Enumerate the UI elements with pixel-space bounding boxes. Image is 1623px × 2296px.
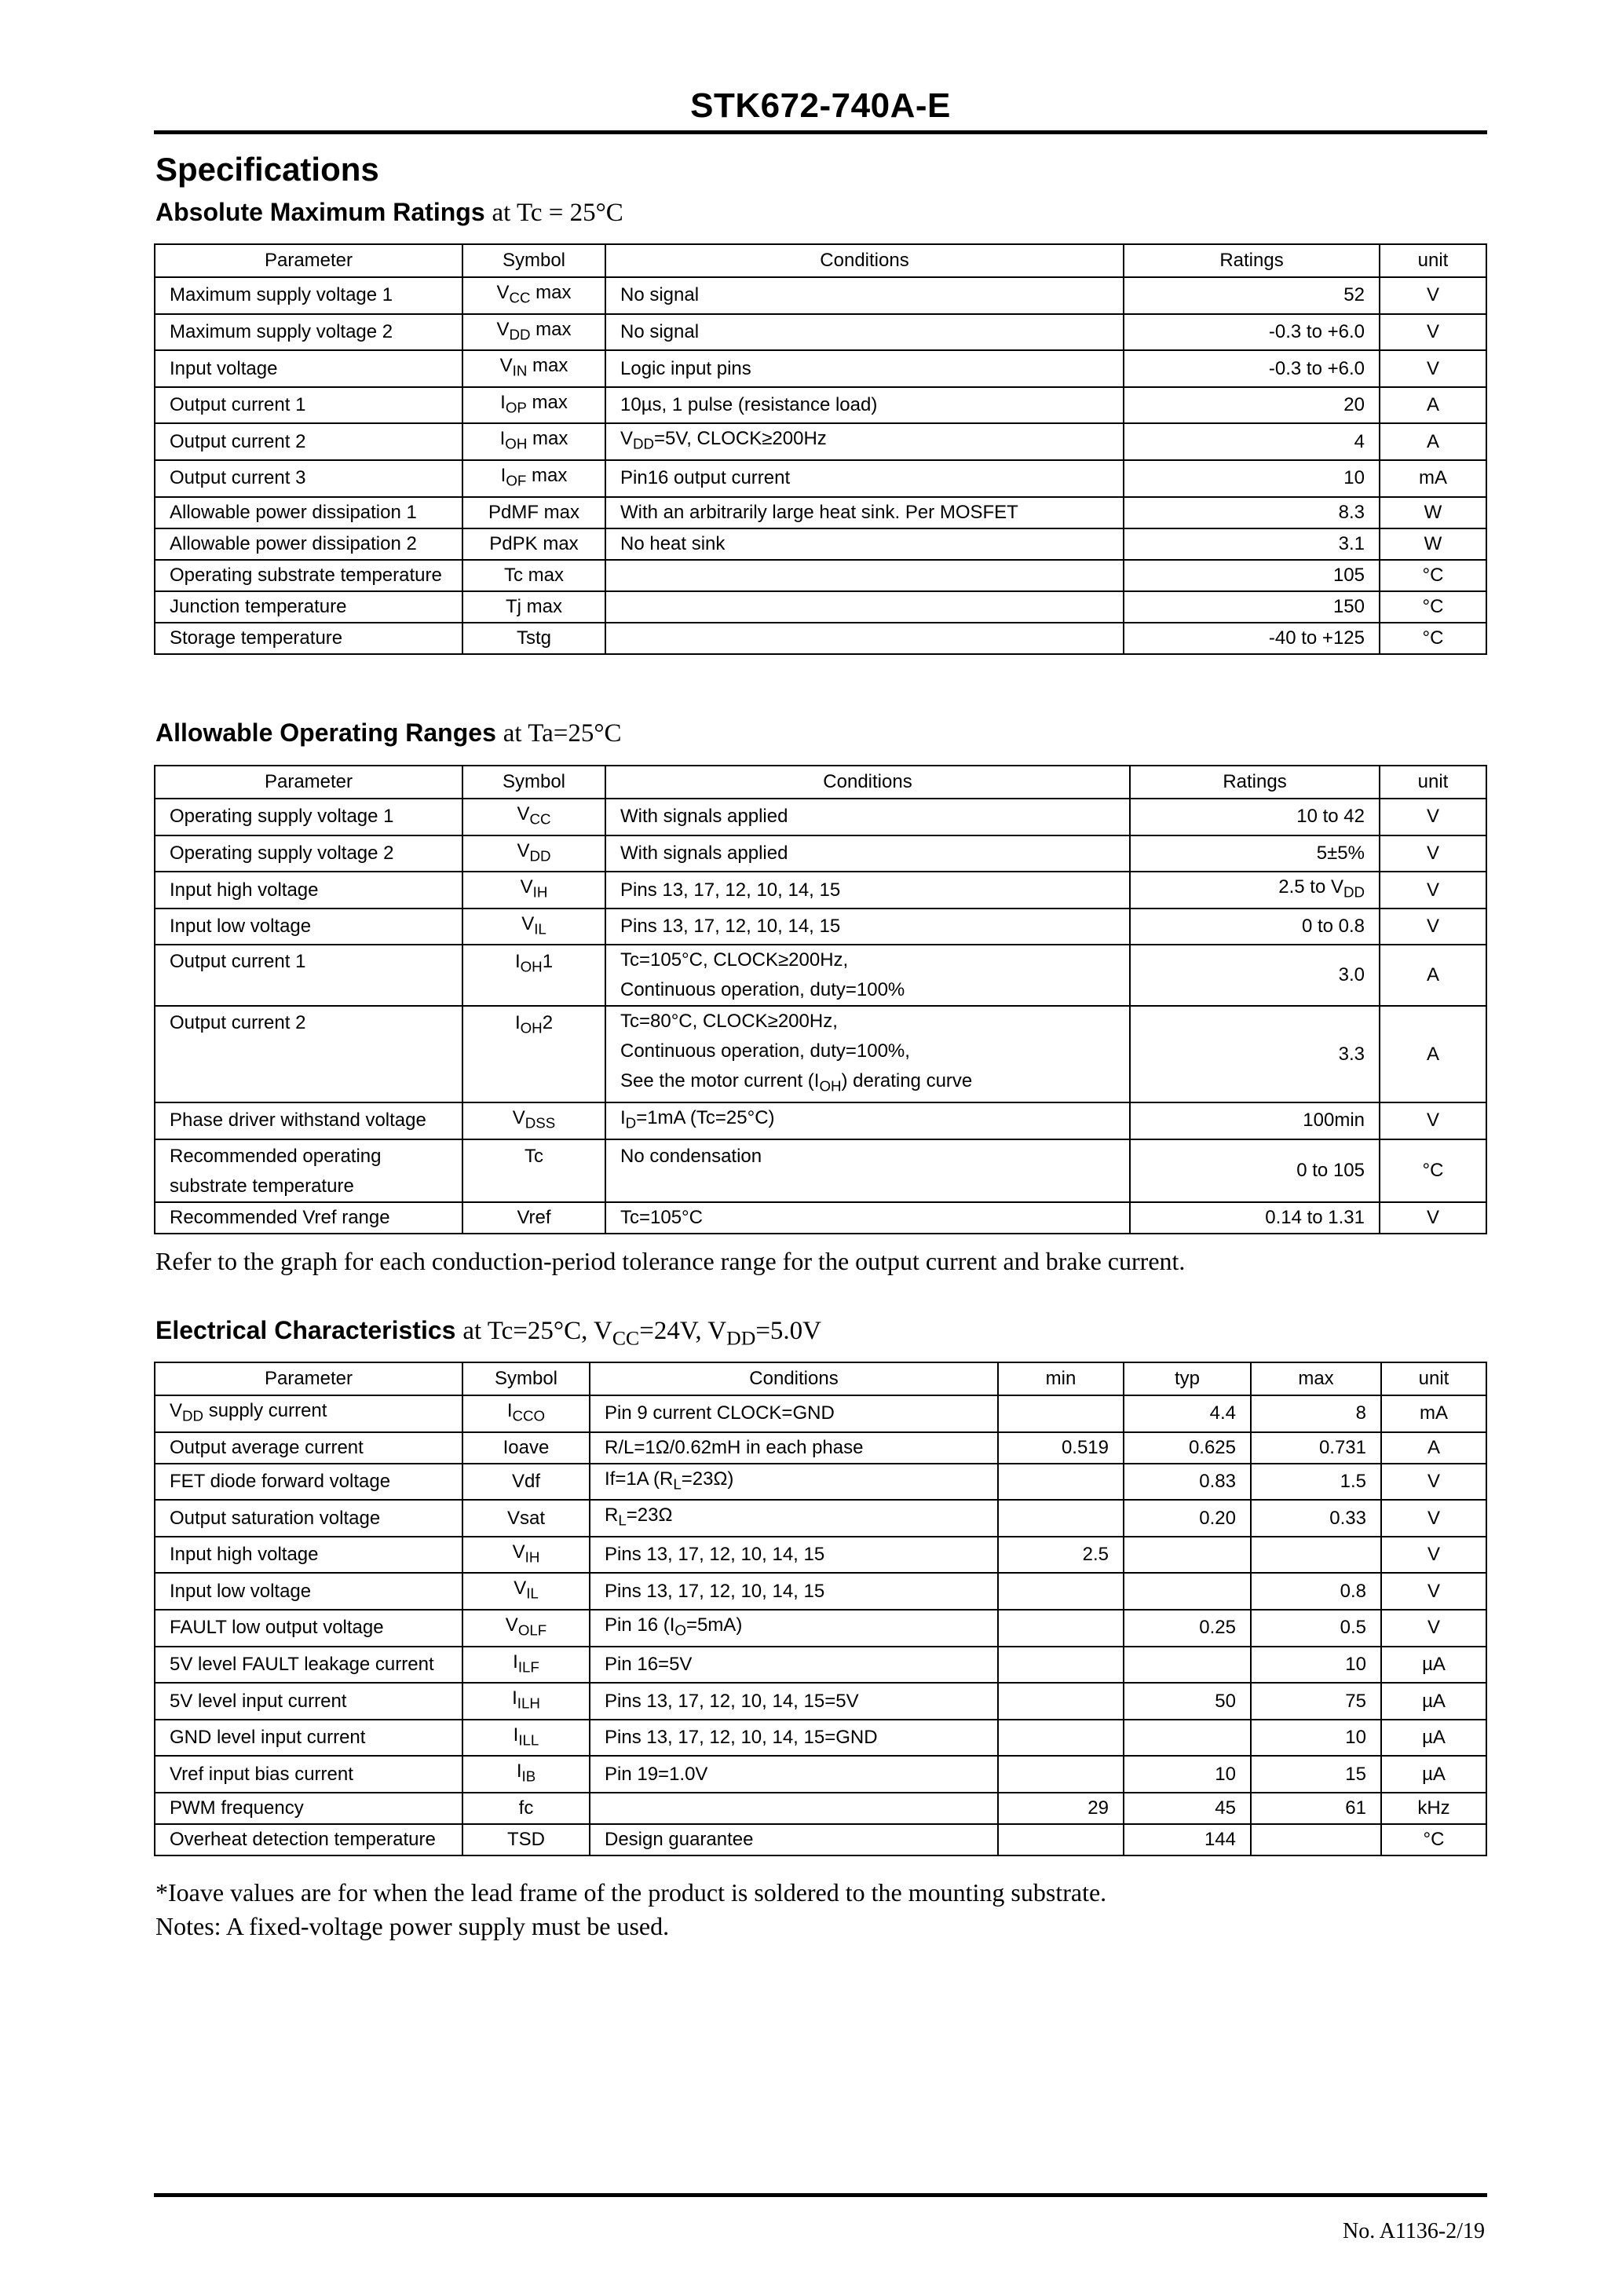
document-number: No. A1136-2/19 bbox=[1343, 2219, 1485, 2243]
ratings-cell: 4 bbox=[1124, 423, 1380, 460]
elec-note-2: Notes: A fixed-voltage power supply must be used. bbox=[155, 1912, 670, 1940]
symbol-cell: $I_{ILF}$ bbox=[462, 1647, 590, 1684]
typ-cell bbox=[1124, 1537, 1251, 1574]
symbol-cell: $I_{OF}$ max bbox=[462, 460, 605, 497]
conditions-cell bbox=[590, 1793, 998, 1824]
symbol-cell: $I_{OH}$ max bbox=[462, 423, 605, 460]
symbol-cell: $I_{IB}$ bbox=[462, 1756, 590, 1793]
parameter-cell: Output saturation voltage bbox=[155, 1500, 462, 1537]
parameter-cell: Input voltage bbox=[155, 350, 462, 387]
unit-cell: µA bbox=[1381, 1683, 1486, 1720]
conditions-cell: Tc=105°C, CLOCK≥200Hz, Continuous operation, duty=100% bbox=[605, 945, 1130, 1006]
conditions-cell: 10µs, 1 pulse (resistance load) bbox=[605, 387, 1124, 424]
typ-cell: 4.4 bbox=[1124, 1395, 1251, 1432]
table-row bbox=[155, 1610, 1486, 1647]
min-cell bbox=[998, 1395, 1124, 1432]
col-header: Ratings bbox=[1130, 766, 1380, 799]
ratings-cell: 3.0 bbox=[1130, 945, 1380, 1006]
parameter-cell: PWM frequency bbox=[155, 1793, 462, 1824]
ratings-cell: -0.3 to +6.0 bbox=[1124, 350, 1380, 387]
min-cell bbox=[998, 1824, 1124, 1855]
symbol-cell: $V_{IN}$ max bbox=[462, 350, 605, 387]
conditions-cell: Pins 13, 17, 12, 10, 14, 15=GND bbox=[590, 1720, 998, 1757]
ratings-cell: -40 to +125 bbox=[1124, 623, 1380, 654]
col-header: unit bbox=[1380, 244, 1486, 277]
max-cell: 75 bbox=[1251, 1683, 1381, 1720]
conditions-cell: Pin 16 $(I_O=5mA)$ bbox=[590, 1610, 998, 1647]
ratings-cell: 100min bbox=[1130, 1102, 1380, 1139]
min-cell bbox=[998, 1573, 1124, 1610]
ratings-cell: 0 to 0.8 bbox=[1130, 909, 1380, 945]
table-row bbox=[155, 1793, 1486, 1824]
parameter-cell: Output current 2 bbox=[155, 1006, 462, 1102]
col-header: Ratings bbox=[1124, 244, 1380, 277]
conditions-cell: Pins 13, 17, 12, 10, 14, 15 bbox=[605, 909, 1130, 945]
ratings-cell: -0.3 to +6.0 bbox=[1124, 314, 1380, 351]
symbol-cell: $I_{OH}1$ bbox=[462, 945, 605, 1006]
op-ranges-body bbox=[155, 799, 1486, 1234]
max-cell: 0.731 bbox=[1251, 1432, 1381, 1464]
conditions-cell: Pins 13, 17, 12, 10, 14, 15 bbox=[590, 1537, 998, 1574]
col-header: Conditions bbox=[590, 1362, 998, 1395]
symbol-cell: PdPK max bbox=[462, 528, 605, 560]
table-row bbox=[155, 277, 1486, 314]
symbol-cell: $V_{CC}$ max bbox=[462, 277, 605, 314]
ratings-cell: 3.1 bbox=[1124, 528, 1380, 560]
table-row bbox=[155, 799, 1486, 835]
conditions-cell: Tc=105°C bbox=[605, 1202, 1130, 1234]
unit-cell: W bbox=[1380, 528, 1486, 560]
parameter-cell: Output current 3 bbox=[155, 460, 462, 497]
table-row bbox=[155, 1683, 1486, 1720]
symbol-cell: $V_{DD}$ max bbox=[462, 314, 605, 351]
min-cell bbox=[998, 1647, 1124, 1684]
conditions-cell bbox=[605, 623, 1124, 654]
parameter-cell: Output current 1 bbox=[155, 945, 462, 1006]
symbol-cell: TSD bbox=[462, 1824, 590, 1855]
unit-cell: V bbox=[1381, 1573, 1486, 1610]
unit-cell: A bbox=[1380, 387, 1486, 424]
col-header: max bbox=[1251, 1362, 1381, 1395]
table-row bbox=[155, 835, 1486, 872]
table-row bbox=[155, 1464, 1486, 1501]
parameter-cell: Input low voltage bbox=[155, 909, 462, 945]
symbol-cell: $I_{OP}$ max bbox=[462, 387, 605, 424]
col-header: unit bbox=[1380, 766, 1486, 799]
col-header: min bbox=[998, 1362, 1124, 1395]
parameter-cell: Junction temperature bbox=[155, 591, 462, 623]
conditions-cell: With an arbitrarily large heat sink. Per MOSFET bbox=[605, 497, 1124, 528]
unit-cell: V bbox=[1381, 1610, 1486, 1647]
table-row bbox=[155, 497, 1486, 528]
table-row bbox=[155, 1824, 1486, 1855]
unit-cell: W bbox=[1380, 497, 1486, 528]
symbol-cell: $V_{DSS}$ bbox=[462, 1102, 605, 1139]
table-row bbox=[155, 1756, 1486, 1793]
table-row bbox=[155, 1537, 1486, 1574]
ratings-cell: 52 bbox=[1124, 277, 1380, 314]
unit-cell: A bbox=[1381, 1432, 1486, 1464]
parameter-cell: Maximum supply voltage 1 bbox=[155, 277, 462, 314]
part-number-title: STK672-740A-E bbox=[690, 86, 951, 125]
col-header: typ bbox=[1124, 1362, 1251, 1395]
ratings-cell: 2.5 to $V_{DD}$ bbox=[1130, 872, 1380, 909]
symbol-cell: $V_{IH}$ bbox=[462, 1537, 590, 1574]
unit-cell: V bbox=[1380, 350, 1486, 387]
elec-condition: at Tc=25°C, $V_{CC}=24V$, $V_{DD}=5.0V$ bbox=[462, 1317, 822, 1350]
parameter-cell: Phase driver withstand voltage bbox=[155, 1102, 462, 1139]
unit-cell: V bbox=[1380, 835, 1486, 872]
parameter-cell: FAULT low output voltage bbox=[155, 1610, 462, 1647]
max-cell: 0.5 bbox=[1251, 1610, 1381, 1647]
max-cell: 61 bbox=[1251, 1793, 1381, 1824]
op-ranges-condition: at Ta=25°C bbox=[503, 719, 622, 748]
symbol-cell: $I_{ILL}$ bbox=[462, 1720, 590, 1757]
elec-table bbox=[154, 1362, 1487, 1856]
typ-cell: 0.25 bbox=[1124, 1610, 1251, 1647]
parameter-cell: Recommended Vref range bbox=[155, 1202, 462, 1234]
table-row bbox=[155, 560, 1486, 591]
parameter-cell: Output average current bbox=[155, 1432, 462, 1464]
table-row bbox=[155, 591, 1486, 623]
unit-cell: mA bbox=[1380, 460, 1486, 497]
table-row bbox=[155, 909, 1486, 945]
col-header: unit bbox=[1381, 1362, 1486, 1395]
unit-cell: V bbox=[1380, 314, 1486, 351]
parameter-cell: Output current 1 bbox=[155, 387, 462, 424]
col-header: Conditions bbox=[605, 244, 1124, 277]
abs-max-table bbox=[154, 243, 1487, 655]
conditions-cell: $R_L=23\Omega$ bbox=[590, 1500, 998, 1537]
parameter-cell: Operating supply voltage 2 bbox=[155, 835, 462, 872]
typ-cell: 0.625 bbox=[1124, 1432, 1251, 1464]
parameter-cell: Allowable power dissipation 1 bbox=[155, 497, 462, 528]
table-header-row bbox=[155, 244, 1486, 277]
typ-cell: 0.20 bbox=[1124, 1500, 1251, 1537]
max-cell: 8 bbox=[1251, 1395, 1381, 1432]
ratings-cell: 10 bbox=[1124, 460, 1380, 497]
ratings-cell: 20 bbox=[1124, 387, 1380, 424]
parameter-cell: 5V level FAULT leakage current bbox=[155, 1647, 462, 1684]
parameter-cell: $V_{DD}$ supply current bbox=[155, 1395, 462, 1432]
max-cell: 0.8 bbox=[1251, 1573, 1381, 1610]
symbol-cell: $I_{CCO}$ bbox=[462, 1395, 590, 1432]
abs-max-condition: at Tc = 25°C bbox=[492, 199, 623, 227]
footer-rule bbox=[154, 2193, 1487, 2197]
unit-cell: V bbox=[1380, 1202, 1486, 1234]
symbol-cell: Tc bbox=[462, 1139, 605, 1202]
ratings-cell: 0.14 to 1.31 bbox=[1130, 1202, 1380, 1234]
max-cell: 10 bbox=[1251, 1647, 1381, 1684]
unit-cell: °C bbox=[1380, 560, 1486, 591]
col-header: Symbol bbox=[462, 766, 605, 799]
unit-cell: kHz bbox=[1381, 1793, 1486, 1824]
ratings-cell: 105 bbox=[1124, 560, 1380, 591]
max-cell: 15 bbox=[1251, 1756, 1381, 1793]
min-cell bbox=[998, 1500, 1124, 1537]
parameter-cell: Allowable power dissipation 2 bbox=[155, 528, 462, 560]
conditions-cell: No signal bbox=[605, 277, 1124, 314]
unit-cell: V bbox=[1380, 1102, 1486, 1139]
parameter-cell: FET diode forward voltage bbox=[155, 1464, 462, 1501]
typ-cell: 45 bbox=[1124, 1793, 1251, 1824]
parameter-cell: Operating substrate temperature bbox=[155, 560, 462, 591]
table-row bbox=[155, 528, 1486, 560]
min-cell: 29 bbox=[998, 1793, 1124, 1824]
symbol-cell: $I_{OH}2$ bbox=[462, 1006, 605, 1102]
specifications-heading: Specifications bbox=[155, 151, 379, 188]
symbol-cell: Tstg bbox=[462, 623, 605, 654]
table-row bbox=[155, 945, 1486, 1006]
min-cell bbox=[998, 1464, 1124, 1501]
conditions-cell: Pins 13, 17, 12, 10, 14, 15=5V bbox=[590, 1683, 998, 1720]
op-ranges-note: Refer to the graph for each conduction-period tolerance range for the output current and brake current. bbox=[155, 1247, 1186, 1275]
typ-cell bbox=[1124, 1647, 1251, 1684]
conditions-cell: $I_D=1mA$ (Tc=25°C) bbox=[605, 1102, 1130, 1139]
conditions-cell: Tc=80°C, CLOCK≥200Hz, Continuous operation, duty=100%, See the motor current $(I_{OH})$ derating curve bbox=[605, 1006, 1130, 1102]
symbol-cell: $I_{ILH}$ bbox=[462, 1683, 590, 1720]
header-rule bbox=[154, 130, 1487, 134]
ratings-cell: 10 to 42 bbox=[1130, 799, 1380, 835]
ratings-cell: 0 to 105 bbox=[1130, 1139, 1380, 1202]
unit-cell: µA bbox=[1381, 1720, 1486, 1757]
symbol-cell: fc bbox=[462, 1793, 590, 1824]
parameter-cell: Recommended operating substrate temperature bbox=[155, 1139, 462, 1202]
parameter-cell: Input low voltage bbox=[155, 1573, 462, 1610]
table-row bbox=[155, 1647, 1486, 1684]
parameter-cell: Input high voltage bbox=[155, 1537, 462, 1574]
min-cell: 2.5 bbox=[998, 1537, 1124, 1574]
conditions-cell: No condensation bbox=[605, 1139, 1130, 1202]
unit-cell: °C bbox=[1381, 1824, 1486, 1855]
col-header: Symbol bbox=[462, 1362, 590, 1395]
conditions-cell: Pins 13, 17, 12, 10, 14, 15 bbox=[605, 872, 1130, 909]
ratings-cell: 150 bbox=[1124, 591, 1380, 623]
conditions-cell: With signals applied bbox=[605, 835, 1130, 872]
elec-note-1: *Ioave values are for when the lead frame of the product is soldered to the mounting substrate. bbox=[155, 1878, 1107, 1907]
op-ranges-heading bbox=[155, 718, 622, 748]
table-header-row bbox=[155, 1362, 1486, 1395]
abs-max-title: Absolute Maximum Ratings bbox=[155, 198, 485, 226]
conditions-cell: R/L=1Ω/0.62mH in each phase bbox=[590, 1432, 998, 1464]
table-row bbox=[155, 1102, 1486, 1139]
table-row bbox=[155, 423, 1486, 460]
unit-cell: °C bbox=[1380, 591, 1486, 623]
col-header: Parameter bbox=[155, 244, 462, 277]
symbol-cell: Vsat bbox=[462, 1500, 590, 1537]
conditions-cell: With signals applied bbox=[605, 799, 1130, 835]
ratings-cell: 3.3 bbox=[1130, 1006, 1380, 1102]
table-row bbox=[155, 1395, 1486, 1432]
conditions-cell bbox=[605, 560, 1124, 591]
conditions-cell: $V_{DD}=5V$, CLOCK≥200Hz bbox=[605, 423, 1124, 460]
table-row bbox=[155, 1006, 1486, 1102]
unit-cell: V bbox=[1380, 909, 1486, 945]
table-row bbox=[155, 1202, 1486, 1234]
elec-body bbox=[155, 1395, 1486, 1855]
col-header: Conditions bbox=[605, 766, 1130, 799]
symbol-cell: $V_{IL}$ bbox=[462, 909, 605, 945]
unit-cell: µA bbox=[1381, 1756, 1486, 1793]
max-cell: 10 bbox=[1251, 1720, 1381, 1757]
symbol-cell: $V_{IL}$ bbox=[462, 1573, 590, 1610]
symbol-cell: $V_{OLF}$ bbox=[462, 1610, 590, 1647]
symbol-cell: Tc max bbox=[462, 560, 605, 591]
parameter-cell: Input high voltage bbox=[155, 872, 462, 909]
table-row bbox=[155, 1432, 1486, 1464]
max-cell bbox=[1251, 1537, 1381, 1574]
table-row bbox=[155, 623, 1486, 654]
conditions-cell: Pin16 output current bbox=[605, 460, 1124, 497]
table-row bbox=[155, 1500, 1486, 1537]
conditions-cell bbox=[605, 591, 1124, 623]
unit-cell: A bbox=[1380, 1006, 1486, 1102]
parameter-cell: Maximum supply voltage 2 bbox=[155, 314, 462, 351]
unit-cell: V bbox=[1380, 277, 1486, 314]
col-header: Parameter bbox=[155, 766, 462, 799]
table-header-row bbox=[155, 766, 1486, 799]
conditions-cell: Design guarantee bbox=[590, 1824, 998, 1855]
conditions-cell: No signal bbox=[605, 314, 1124, 351]
conditions-cell: Pin 9 current CLOCK=GND bbox=[590, 1395, 998, 1432]
symbol-cell: PdMF max bbox=[462, 497, 605, 528]
ratings-cell: 5±5% bbox=[1130, 835, 1380, 872]
unit-cell: °C bbox=[1380, 623, 1486, 654]
table-row bbox=[155, 1720, 1486, 1757]
conditions-cell: No heat sink bbox=[605, 528, 1124, 560]
abs-max-heading bbox=[155, 198, 623, 228]
conditions-cell: If=1A $(R_L=23\Omega)$ bbox=[590, 1464, 998, 1501]
unit-cell: V bbox=[1380, 872, 1486, 909]
unit-cell: °C bbox=[1380, 1139, 1486, 1202]
symbol-cell: Ioave bbox=[462, 1432, 590, 1464]
op-ranges-title: Allowable Operating Ranges bbox=[155, 718, 496, 747]
parameter-cell: Storage temperature bbox=[155, 623, 462, 654]
symbol-cell: $V_{CC}$ bbox=[462, 799, 605, 835]
min-cell: 0.519 bbox=[998, 1432, 1124, 1464]
parameter-cell: Operating supply voltage 1 bbox=[155, 799, 462, 835]
unit-cell: V bbox=[1381, 1537, 1486, 1574]
typ-cell: 0.83 bbox=[1124, 1464, 1251, 1501]
elec-heading bbox=[155, 1316, 821, 1351]
max-cell: 1.5 bbox=[1251, 1464, 1381, 1501]
parameter-cell: Output current 2 bbox=[155, 423, 462, 460]
unit-cell: µA bbox=[1381, 1647, 1486, 1684]
parameter-cell: GND level input current bbox=[155, 1720, 462, 1757]
min-cell bbox=[998, 1756, 1124, 1793]
parameter-cell: Vref input bias current bbox=[155, 1756, 462, 1793]
symbol-cell: $V_{DD}$ bbox=[462, 835, 605, 872]
table-row bbox=[155, 1573, 1486, 1610]
col-header: Parameter bbox=[155, 1362, 462, 1395]
max-cell bbox=[1251, 1824, 1381, 1855]
table-row bbox=[155, 387, 1486, 424]
typ-cell: 144 bbox=[1124, 1824, 1251, 1855]
unit-cell: A bbox=[1380, 423, 1486, 460]
parameter-cell: Overheat detection temperature bbox=[155, 1824, 462, 1855]
min-cell bbox=[998, 1720, 1124, 1757]
typ-cell bbox=[1124, 1573, 1251, 1610]
unit-cell: V bbox=[1381, 1500, 1486, 1537]
unit-cell: A bbox=[1380, 945, 1486, 1006]
symbol-cell: Vref bbox=[462, 1202, 605, 1234]
table-row bbox=[155, 314, 1486, 351]
max-cell: 0.33 bbox=[1251, 1500, 1381, 1537]
conditions-cell: Pin 16=5V bbox=[590, 1647, 998, 1684]
op-ranges-table bbox=[154, 765, 1487, 1234]
symbol-cell: Vdf bbox=[462, 1464, 590, 1501]
unit-cell: mA bbox=[1381, 1395, 1486, 1432]
ratings-cell: 8.3 bbox=[1124, 497, 1380, 528]
table-row bbox=[155, 1139, 1486, 1202]
unit-cell: V bbox=[1380, 799, 1486, 835]
table-row bbox=[155, 460, 1486, 497]
conditions-cell: Pins 13, 17, 12, 10, 14, 15 bbox=[590, 1573, 998, 1610]
typ-cell bbox=[1124, 1720, 1251, 1757]
elec-title: Electrical Characteristics bbox=[155, 1316, 456, 1344]
table-row bbox=[155, 872, 1486, 909]
abs-max-body bbox=[155, 277, 1486, 654]
conditions-cell: Logic input pins bbox=[605, 350, 1124, 387]
typ-cell: 50 bbox=[1124, 1683, 1251, 1720]
table-row bbox=[155, 350, 1486, 387]
min-cell bbox=[998, 1610, 1124, 1647]
conditions-cell: Pin 19=1.0V bbox=[590, 1756, 998, 1793]
typ-cell: 10 bbox=[1124, 1756, 1251, 1793]
parameter-cell: 5V level input current bbox=[155, 1683, 462, 1720]
symbol-cell: $V_{IH}$ bbox=[462, 872, 605, 909]
unit-cell: V bbox=[1381, 1464, 1486, 1501]
col-header: Symbol bbox=[462, 244, 605, 277]
symbol-cell: Tj max bbox=[462, 591, 605, 623]
min-cell bbox=[998, 1683, 1124, 1720]
